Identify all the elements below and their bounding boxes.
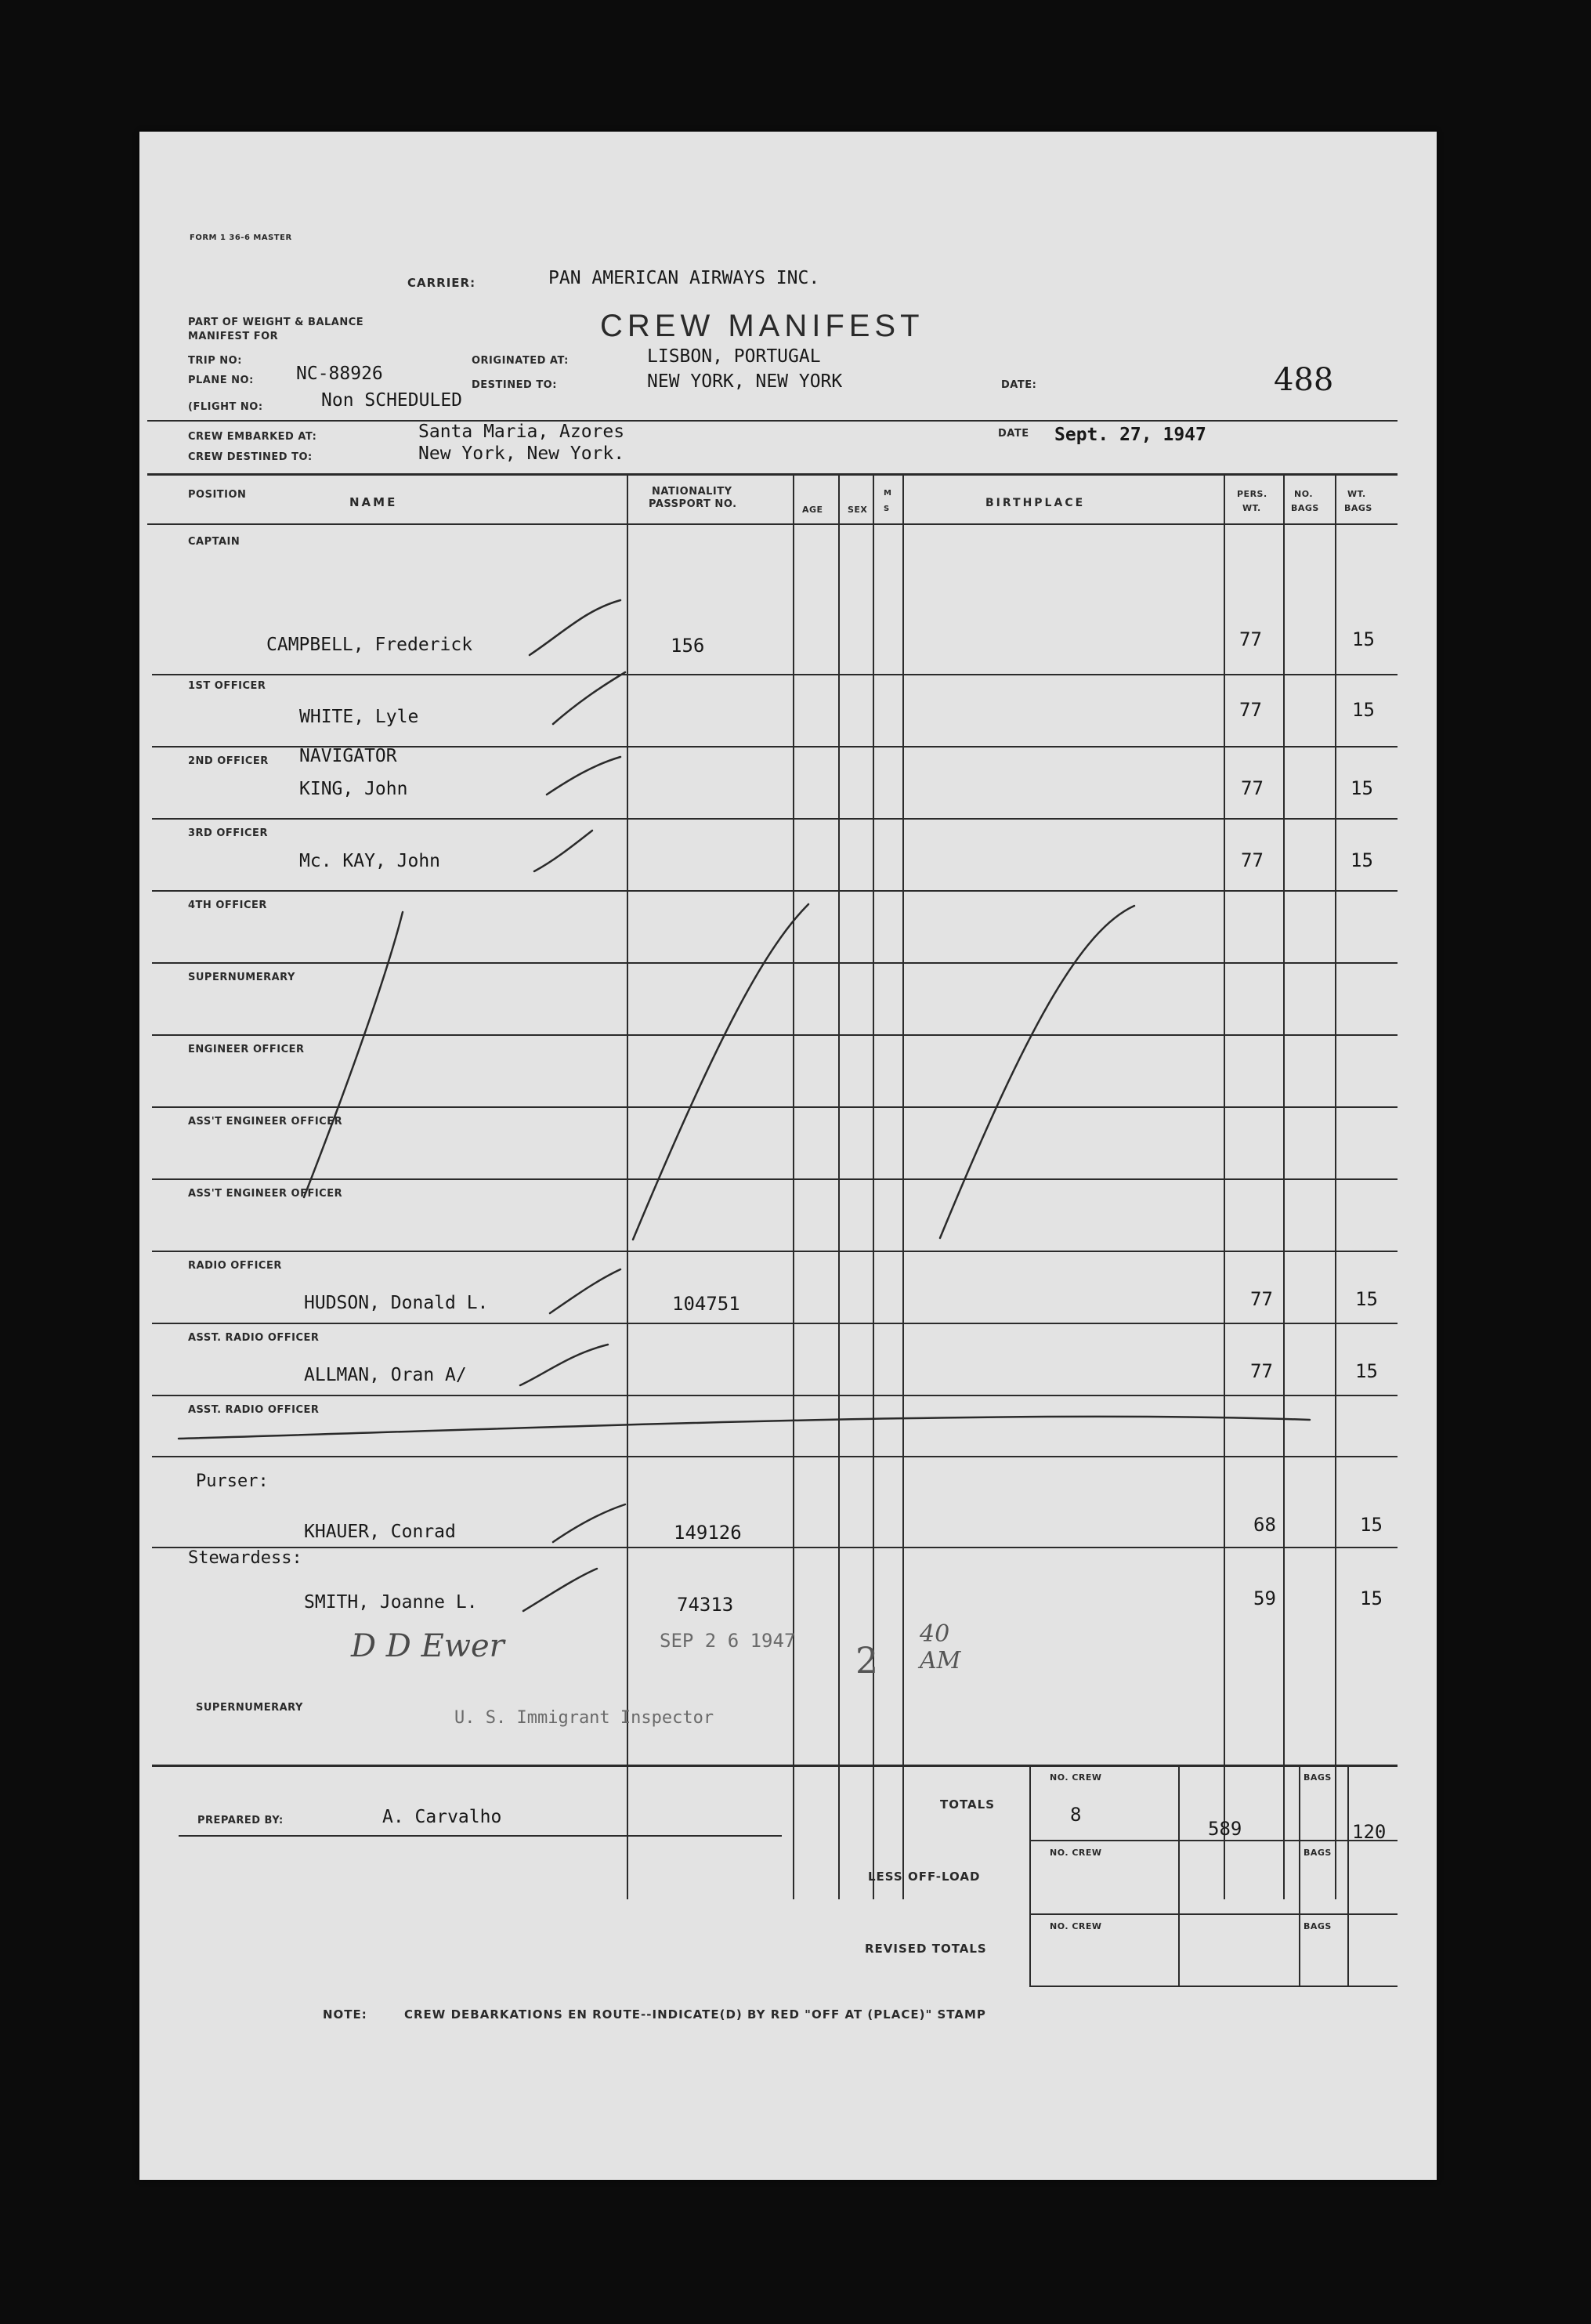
name-smith: SMITH, Joanne L. [304,1592,478,1613]
prepared-by-value: A. Carvalho [382,1807,502,1827]
bags-smith: 15 [1360,1587,1383,1609]
bags-label-3: BAGS [1304,1921,1332,1931]
col-no-bags-bottom: BAGS [1291,503,1319,513]
manifest-for-label: MANIFEST FOR [188,331,279,342]
col-no-bags-top: NO. [1294,489,1313,499]
position-supernumerary-2: SUPERNUMERARY [196,1702,303,1714]
revised-totals-label: REVISED TOTALS [865,1942,987,1956]
check-marks [139,132,1437,2180]
col-wt-bags-top: WT. [1347,489,1366,499]
wt-smith: 59 [1253,1587,1276,1609]
manifest-sheet [139,132,1437,2180]
position-4th-officer: 4TH OFFICER [188,900,267,911]
page-title: CREW MANIFEST [600,309,924,343]
passport-khauer: 149126 [674,1522,742,1544]
wt-mckay: 77 [1241,849,1264,871]
position-3rd-officer: 3RD OFFICER [188,827,268,839]
total-weight: 589 [1208,1818,1242,1840]
no-crew-label-1: NO. CREW [1050,1772,1102,1783]
col-pers-wt-bottom: WT. [1242,503,1261,513]
crew-destined-value: New York, New York. [418,443,625,464]
prepared-by-label: PREPARED BY: [197,1815,284,1826]
flight-no-label: (FLIGHT NO: [188,401,263,413]
date-label: DATE: [1001,379,1037,391]
bags-campbell: 15 [1352,628,1375,650]
wt-allman: 77 [1250,1360,1273,1382]
name-king: KING, John [299,779,408,799]
note-label: NOTE: [323,2007,367,2022]
bags-hudson: 15 [1355,1288,1378,1310]
flight-no-value: Non SCHEDULED [321,390,463,411]
crew-destined-label: CREW DESTINED TO: [188,451,313,463]
no-crew-label-2: NO. CREW [1050,1848,1102,1858]
crew-embarked-value: Santa Maria, Azores [418,422,625,442]
col-name: NAME [349,495,398,509]
col-age: AGE [802,505,823,515]
name-white: WHITE, Lyle [299,707,419,727]
carrier-value: PAN AMERICAN AIRWAYS INC. [548,268,820,288]
no-crew-label-3: NO. CREW [1050,1921,1102,1931]
destined-to-label: DESTINED TO: [472,379,557,391]
originated-at-value: LISBON, PORTUGAL [647,346,821,367]
position-2nd-officer: 2ND OFFICER [188,755,269,767]
total-crew: 8 [1070,1804,1082,1826]
note-navigator: NAVIGATOR [299,746,397,766]
position-asst-engineer-1: ASS'T ENGINEER OFFICER [188,1116,343,1128]
bags-white: 15 [1352,699,1375,721]
totals-label: TOTALS [940,1797,996,1812]
position-1st-officer: 1ST OFFICER [188,680,266,692]
stamp-time: 40 [920,1620,950,1648]
plane-no-label: PLANE NO: [188,375,254,386]
stamp-inspector: U. S. Immigrant Inspector [454,1708,714,1728]
name-hudson: HUDSON, Donald L. [304,1293,489,1313]
destined-to-value: NEW YORK, NEW YORK [647,371,843,392]
position-captain: CAPTAIN [188,536,240,548]
trip-no-label: TRIP NO: [188,355,242,367]
col-position: POSITION [188,489,247,501]
col-passport: PASSPORT NO. [649,498,737,510]
part-of-label: PART OF WEIGHT & BALANCE [188,317,364,328]
col-pers-wt-top: PERS. [1237,489,1267,499]
name-mckay: Mc. KAY, John [299,851,441,871]
wt-hudson: 77 [1250,1288,1273,1310]
col-nationality: NATIONALITY [652,486,732,498]
page-number: 488 [1274,362,1334,398]
less-offload-label: LESS OFF-LOAD [868,1870,981,1884]
col-sex: SEX [848,505,868,515]
bags-khauer: 15 [1360,1514,1383,1536]
col-ms-bottom: S [884,505,890,513]
form-code: FORM 1 36-6 MASTER [190,233,292,242]
passport-hudson: 104751 [672,1293,740,1315]
position-radio-officer: RADIO OFFICER [188,1260,282,1272]
position-purser: Purser: [196,1472,269,1491]
position-asst-radio-2: ASST. RADIO OFFICER [188,1404,320,1416]
inspector-signature: D D Ewer [351,1628,504,1664]
total-bags: 120 [1352,1821,1387,1843]
wt-campbell: 77 [1239,628,1262,650]
name-allman: ALLMAN, Oran A/ [304,1365,467,1385]
position-engineer-officer: ENGINEER OFFICER [188,1044,305,1055]
originated-at-label: ORIGINATED AT: [472,355,569,367]
name-khauer: KHAUER, Conrad [304,1522,456,1542]
wt-white: 77 [1239,699,1262,721]
passport-smith: 74313 [677,1594,734,1616]
position-asst-radio-1: ASST. RADIO OFFICER [188,1332,320,1344]
bags-label-1: BAGS [1304,1772,1332,1783]
col-birthplace: BIRTHPLACE [985,497,1086,509]
date2-label: DATE [998,428,1029,440]
position-stewardess: Stewardess: [188,1548,302,1568]
stamp-hour: 2 [855,1639,879,1681]
passport-campbell: 156 [671,635,705,657]
bags-label-2: BAGS [1304,1848,1332,1858]
date2-value: Sept. 27, 1947 [1054,425,1206,445]
wt-king: 77 [1241,777,1264,799]
stamp-date: SEP 2 6 1947 [660,1630,796,1652]
position-supernumerary: SUPERNUMERARY [188,972,295,983]
bags-king: 15 [1351,777,1373,799]
bags-mckay: 15 [1351,849,1373,871]
stamp-ampm: AM [920,1647,961,1674]
col-wt-bags-bottom: BAGS [1344,503,1372,513]
col-ms-top: M [884,489,892,498]
note-text: CREW DEBARKATIONS EN ROUTE--INDICATE(D) BY RED "OFF AT (PLACE)" STAMP [404,2007,986,2022]
position-asst-engineer-2: ASS'T ENGINEER OFFICER [188,1188,343,1200]
carrier-label: CARRIER: [407,276,476,290]
name-campbell: CAMPBELL, Frederick [266,635,473,655]
wt-khauer: 68 [1253,1514,1276,1536]
bags-allman: 15 [1355,1360,1378,1382]
crew-embarked-label: CREW EMBARKED AT: [188,431,317,443]
plane-no-value: NC-88926 [296,364,383,384]
